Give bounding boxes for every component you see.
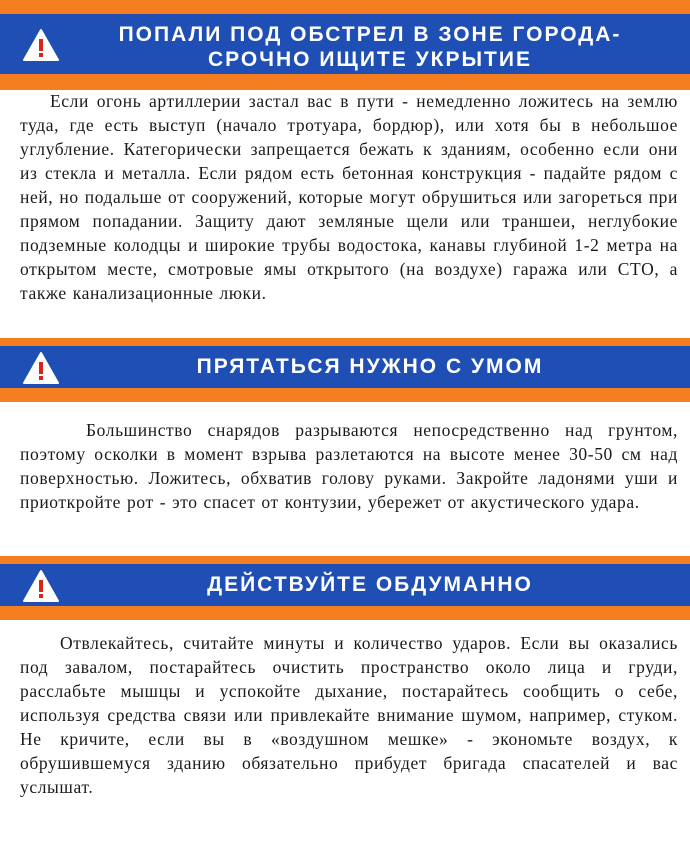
section-title-line-2: СРОЧНО ИЩИТЕ УКРЫТИЕ [208, 48, 532, 71]
orange-stripe-bottom [0, 606, 690, 620]
section-title-line-1: ПРЯТАТЬСЯ НУЖНО С УМОМ [196, 355, 544, 378]
section-title [100, 572, 640, 597]
orange-stripe-top [0, 0, 690, 14]
warning-triangle-icon [22, 28, 60, 62]
section-1-body: Если огонь артиллерии застал вас в пути - немедленно ложитесь на землю туда, где есть выступ (начало тротуара, бордюр), или хотя бы в небольшое углубление. Категорически запрещается бежать к зданиям, особенно если они из стекла и металла. Если рядом есть бетонная конструкция - падайте рядом с ней, но подальше от сооружений, которые могут обрушиться или загореться при прямом попадании. Защиту дают земляные щели или траншеи, неглубокие подземные колодцы и широкие трубы водостока, канавы глубиной 1-2 метра на открытом месте, смотровые ямы открытого (на воздухе) гаража или СТО, а также канализационные люки. [20, 91, 678, 303]
section-2-header [0, 338, 690, 402]
section-title [100, 354, 640, 379]
section-title [100, 22, 640, 72]
section-1-header [0, 0, 690, 90]
section-3-header [0, 556, 690, 620]
section-title-line-1: ДЕЙСТВУЙТЕ ОБДУМАННО [207, 573, 533, 596]
section-title-line-1: ПОПАЛИ ПОД ОБСТРЕЛ В ЗОНЕ ГОРОДА- [118, 23, 622, 46]
orange-stripe-top [0, 556, 690, 564]
orange-stripe-bottom [0, 388, 690, 402]
warning-triangle-icon [22, 569, 60, 603]
section-3-body: Отвлекайтесь, считайте минуты и количество ударов. Если вы оказались под завалом, постарайтесь очистить пространство около лица и груди, расслабьте мышцы и успокойте дыхание, постарайтесь сообщить о себе, используя средства связи или привлекайте внимание шумом, например, стуком. Не кричите, если вы в «воздушном мешке» - экономьте воздух, к обрушившемуся зданию обязательно прибудет бригада спасателей и вас услышат. [20, 633, 678, 797]
orange-stripe-top [0, 338, 690, 346]
warning-triangle-icon [22, 351, 60, 385]
section-2-body: Большинство снарядов разрываются непосредственно над грунтом, поэтому осколки в момент взрыва разлетаются на высоте менее 30-50 см над поверхностью. Ложитесь, обхватив голову руками. Закройте ладонями уши и приоткройте рот - это спасет от контузии, убережет от акустического удара. [20, 420, 678, 512]
orange-stripe-bottom [0, 74, 690, 90]
